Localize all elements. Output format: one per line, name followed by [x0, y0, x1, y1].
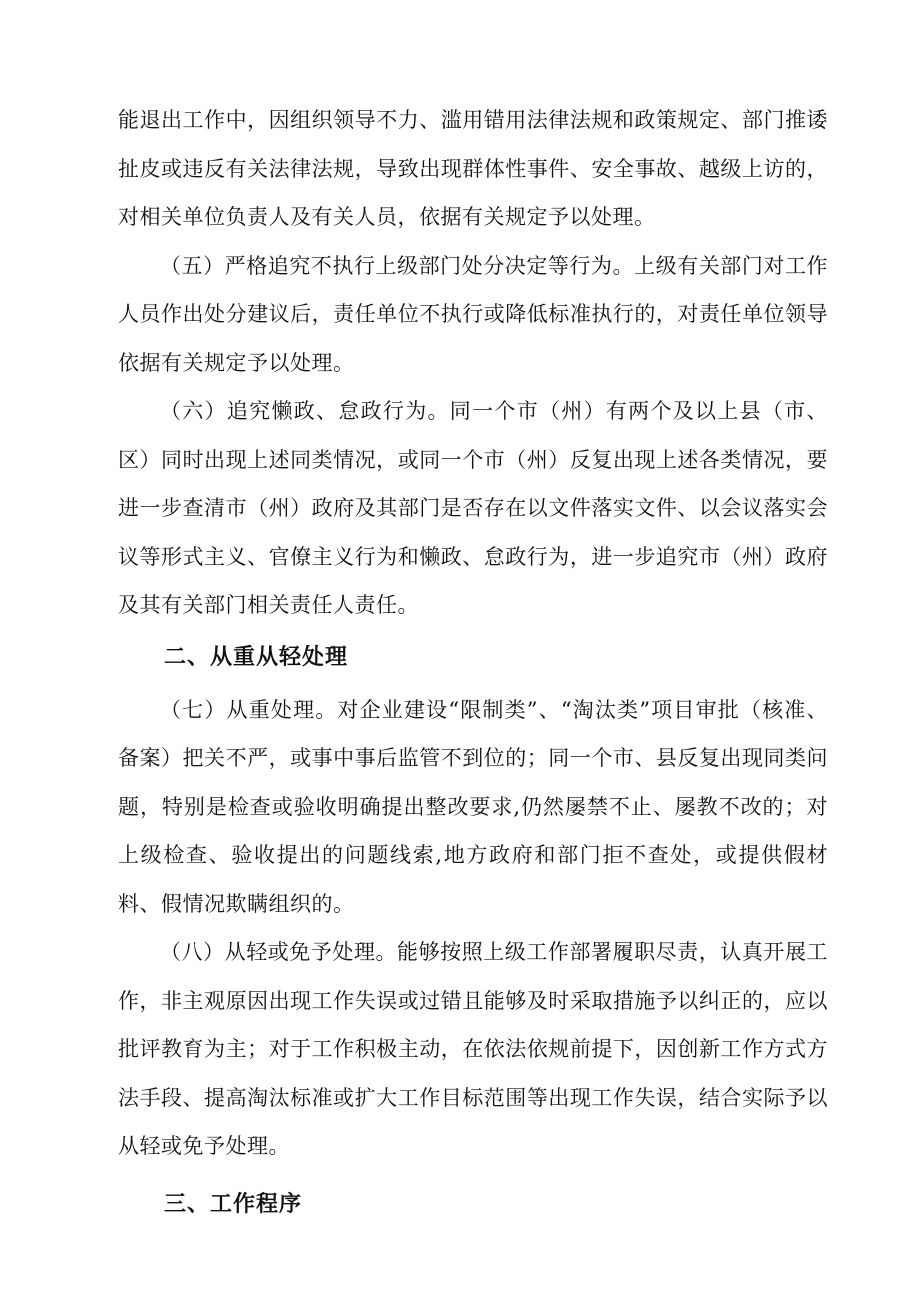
paragraph-5: （五）严格追究不执行上级部门处分决定等行为。上级有关部门对工作人员作出处分建议后，责任单位不执行或降低标准执行的，对责任单位领导依据有关规定予以处理。: [118, 253, 828, 375]
paragraph-7: （七）从重处理。对企业建设“限制类”、“淘汰类”项目审批（核准、备案）把关不严，或事中事后监管不到位的；同一个市、县反复出现同类问题，特别是检查或验收明确提出整改要求,仍然屡禁不止、屡教不改的；对上级检查、验收提出的问题线索,地方政府和部门拒不查处，或提供假材料、假情况欺瞒组织的。: [118, 697, 828, 916]
paragraph-continuation: 能退出工作中，因组织领导不力、滥用错用法律法规和政策规定、部门推诿扯皮或违反有关法律法规，导致出现群体性事件、安全事故、越级上访的，对相关单位负责人及有关人员，依据有关规定予以处理。: [118, 108, 828, 229]
paragraph-8: （八）从轻或免予处理。能够按照上级工作部署履职尽责，认真开展工作，非主观原因出现工作失误或过错且能够及时采取措施予以纠正的，应以批评教育为主；对于工作积极主动，在依法依规前提下，因创新工作方式方法手段、提高淘汰标准或扩大工作目标范围等出现工作失误，结合实际予以从轻或免予处理。: [118, 940, 828, 1158]
document-page: [118, 96, 828, 1233]
section-heading-3: 三、工作程序: [164, 1191, 303, 1217]
section-heading-2: 二、从重从轻处理: [164, 644, 349, 670]
paragraph-6: （六）追究懒政、怠政行为。同一个市（州）有两个及以上县（市、区）同时出现上述同类情况，或同一个市（州）反复出现上述各类情况，要进一步查清市（州）政府及其部门是否存在以文件落实文件、以会议落实会议等形式主义、官僚主义行为和懒政、怠政行为，进一步追究市（州）政府及其有关部门相关责任人责任。: [118, 399, 828, 617]
